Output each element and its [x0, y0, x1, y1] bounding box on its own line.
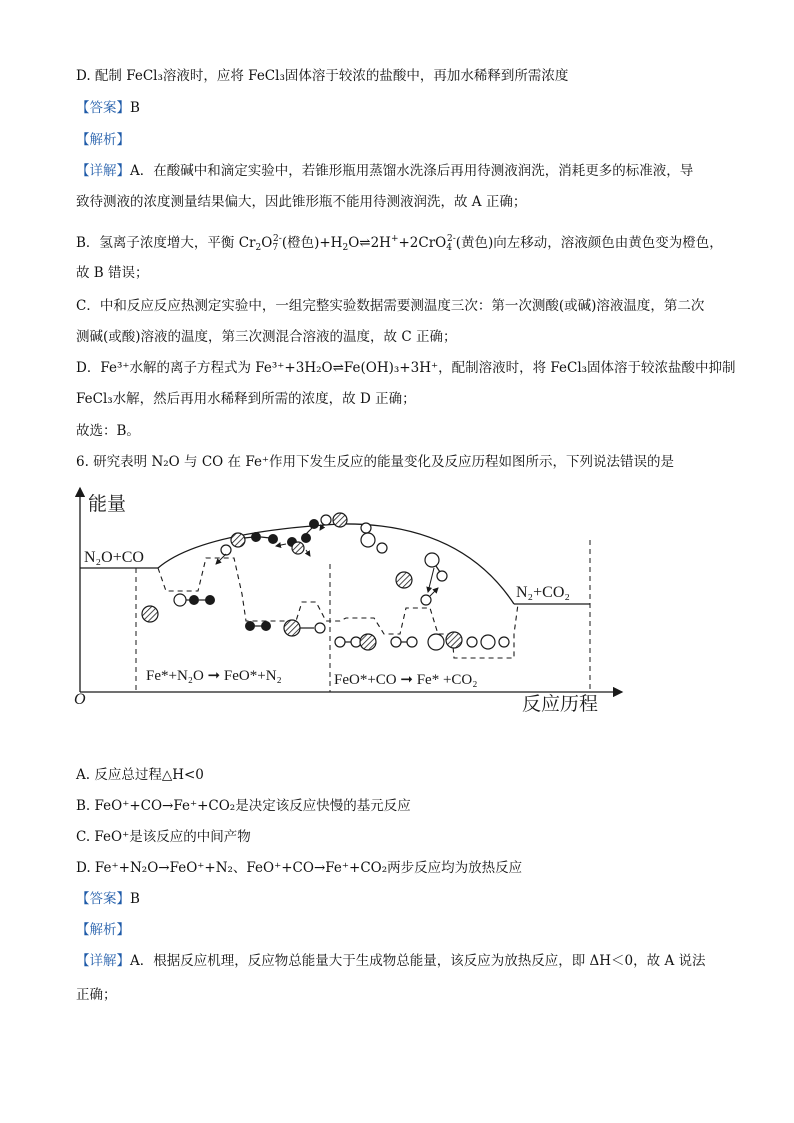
origin-label: O [74, 691, 86, 708]
q5-analysis-label: 【解析】 [76, 132, 130, 148]
molecule-co-feo [335, 634, 444, 650]
product-label: N₂+CO₂ [516, 584, 570, 601]
q5-detail-c-1: C．中和反应反应热测定实验中，一组完整实验数据需要测温度三次：第一次测酸(或碱)溶液温度，第二次 [76, 298, 705, 314]
q6-answer [76, 889, 140, 909]
q5-choose: 故选：B。 [76, 423, 140, 439]
q6-option-d: D. Fe⁺+N₂O→FeO⁺+N₂、FeO⁺+CO→Fe⁺+CO₂两步反应均为放热反应 [76, 860, 523, 876]
q5-answer [76, 98, 140, 118]
detail-b-post: (黄色)向左移动，溶液颜色由黄色变为橙色， [455, 235, 723, 251]
q6-option-c: C. FeO⁺是该反应的中间产物 [76, 829, 251, 845]
q5-option-d: D. 配制 FeCl₃溶液时，应将 FeCl₃固体溶于较浓的盐酸中，再加水稀释到所需浓度 [76, 68, 569, 84]
q5-detail-d-2: FeCl₃水解，然后再用水稀释到所需的浓度，故 D 正确； [76, 391, 416, 407]
q6-analysis-label: 【解析】 [76, 922, 130, 938]
q6-option-b: B. FeO⁺+CO→Fe⁺+CO₂是决定该反应快慢的基元反应 [76, 798, 411, 814]
detail-a-text: A．在酸碱中和滴定实验中，若锥形瓶用蒸馏水洗涤后再用待测液润洗，消耗更多的标准液，导 [130, 163, 694, 179]
q5-detail-c-2: 测碱(或酸)溶液的温度，第三次测混合溶液的温度，故 C 正确； [76, 329, 457, 345]
detail-b-mid3: O⇌2H [348, 235, 391, 251]
molecule-fe-hatched-1 [142, 606, 158, 622]
detail-b-o: O [261, 235, 273, 251]
molecule-n2-fe-feo [245, 620, 325, 636]
y-axis-label: 能量 [88, 494, 127, 515]
detail-label: 【详解】 [76, 953, 130, 969]
molecule-transition-3 [320, 513, 347, 530]
molecule-transition-1 [216, 532, 278, 564]
q6-option-a: A. 反应总过程△H<0 [76, 767, 204, 783]
molecule-transition-2 [276, 519, 319, 556]
answer-value: B [130, 891, 140, 907]
detail-b-pre: B．氢离子浓度增大，平衡 Cr [76, 235, 256, 251]
q5-detail-b-2: 故 B 错误； [76, 265, 149, 281]
answer-label: 【答案】 [76, 891, 130, 907]
answer-label: 【答案】 [76, 100, 130, 116]
q5-detail-d-1: D．Fe³⁺水解的离子方程式为 Fe³⁺+3H₂O⇌Fe(OH)₃+3H⁺，配制溶液时，将 FeCl₃固体溶于较浓盐酸中抑制 [76, 360, 736, 376]
detail-b-mid4: +2CrO [398, 235, 447, 251]
x-axis-label: 反应历程 [522, 694, 599, 715]
detail-label: 【详解】 [76, 163, 130, 179]
reactant-label: N₂O+CO [84, 549, 144, 566]
detail-b-mid2: (橙色)+H [281, 235, 343, 251]
molecule-fe-n2o-adsorbed [174, 594, 215, 606]
answer-value: B [130, 100, 140, 116]
molecule-fe-co2 [446, 632, 509, 649]
detail-a-text: A．根据反应机理，反应物总能量大于生成物总能量，该反应为放热反应，即 ΔH＜0，故 A 说法 [130, 953, 706, 969]
molecule-transition-4 [361, 523, 387, 553]
q5-detail-b-1: B．氢离子浓度增大，平衡 $Cr_2O_7^{2-}$(橙色)$+H_2O\rightleftharpoons 2H^++2CrO_4^{2-}$(黄色)向左移动，溶液颜色由黄色变为橙色， [76, 234, 723, 253]
step2-label: FeO*+CO ➞ Fe* +CO₂ [334, 672, 478, 688]
q5-detail-a-1 [76, 161, 693, 181]
molecule-transition-5 [396, 553, 447, 605]
step1-label: Fe*+N₂O ➞ FeO*+N₂ [146, 668, 282, 684]
q6-detail-a-2: 正确； [76, 987, 117, 1003]
q5-detail-a-2: 致待测液的浓度测量结果偏大，因此锥形瓶不能用待测液润洗，故 A 正确； [76, 194, 527, 210]
energy-diagram [70, 484, 630, 724]
q6-detail-a-1 [76, 951, 705, 971]
energy-arc [158, 524, 514, 604]
q6-stem: 6. 研究表明 N₂O 与 CO 在 Fe⁺作用下发生反应的能量变化及反应历程如图所示，下列说法错误的是 [76, 454, 675, 470]
